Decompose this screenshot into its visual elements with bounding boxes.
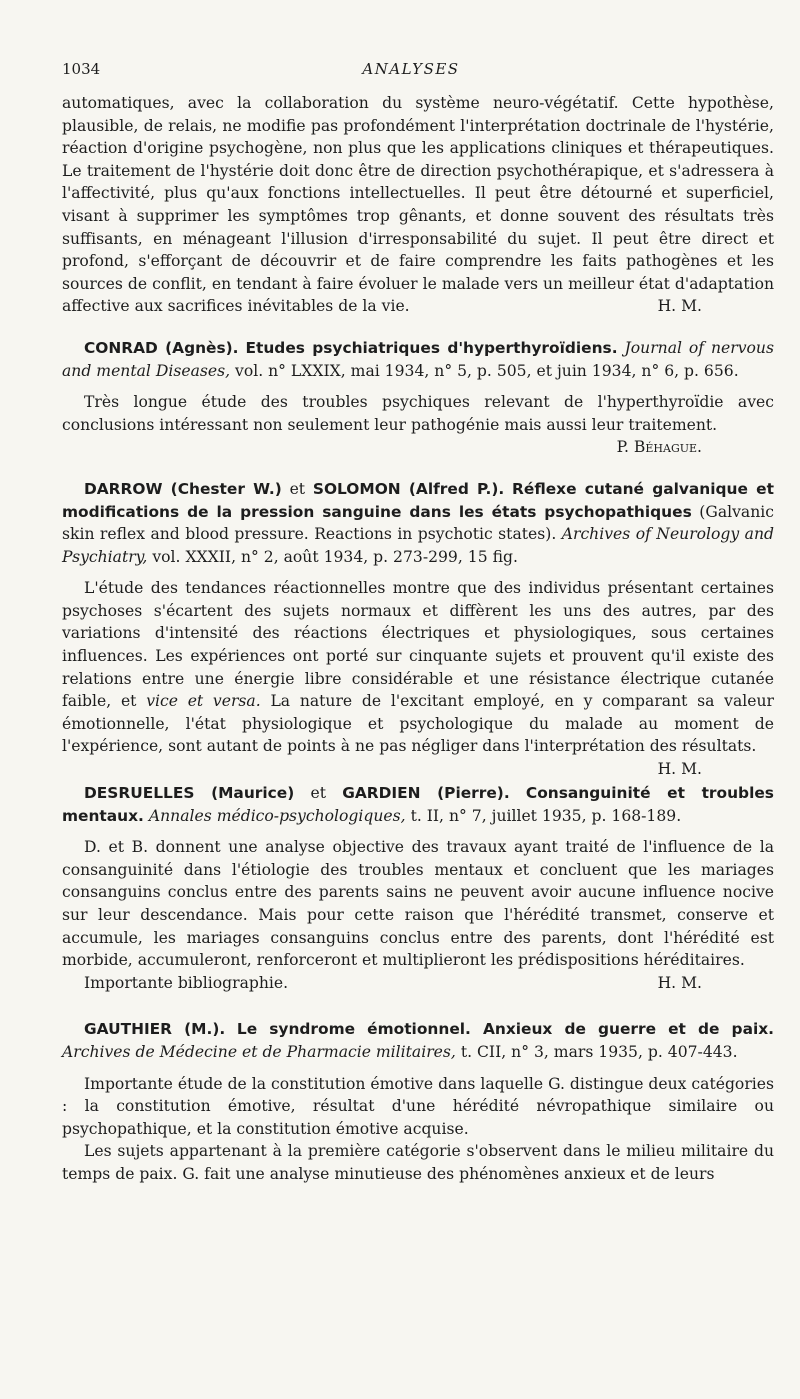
entry-and-word: et xyxy=(310,784,326,803)
entry-heading xyxy=(62,1018,774,1063)
entry-title: Consanguinité et troubles mentaux. xyxy=(62,784,774,825)
entry-author-first: DESRUELLES (Maurice) xyxy=(84,784,295,803)
entry-title: Etudes psychiatriques d'hyperthyroïdiens. xyxy=(245,338,618,357)
entry-heading xyxy=(62,337,774,382)
entry-source-journal: Annales médico-psychologiques, xyxy=(148,806,406,825)
entry-desruelles xyxy=(62,782,774,994)
entry-heading xyxy=(62,782,774,827)
entry-signature: H. M. xyxy=(657,760,702,779)
entry-paragraph-part-a: L'étude des tendances réactionnelles montre que des individus présentant certaines psychoses s'écartent des sujets normaux et diffèrent les uns des autres, par des variations d'intensité des réactions électriques et physiologiques, sous certaines influences. Les expériences ont porté sur cinquante sujets et prouvent qu'il existe des relations entre une énergie libre considérable et une résistance électrique cutanée faible, et xyxy=(62,579,774,711)
running-title: ANALYSES xyxy=(362,60,460,78)
entry-source-details: t. CII, n° 3, mars 1935, p. 407-443. xyxy=(460,1042,738,1061)
intro-signature: H. M. xyxy=(657,297,702,316)
entry-paragraph-part-b: La nature de l'excitant employé, en y comparant sa valeur émotionnelle, l'état physiologique et psychologique du malade au moment de l'expérience, sont autant de points à ne pas négliger dans l'interprétation des résultats. xyxy=(62,692,774,756)
entry-title: Le syndrome émotionnel. Anxieux de guerre et de paix. xyxy=(236,1020,774,1039)
entry-heading xyxy=(62,478,774,568)
entry-authors: GAUTHIER (M.). xyxy=(84,1020,226,1039)
page-number: 1034 xyxy=(62,60,101,78)
entry-gauthier xyxy=(62,1018,774,1185)
entry-author-first: DARROW (Chester W.) xyxy=(84,479,282,498)
vice-versa-term: vice et versa. xyxy=(146,692,261,711)
entry-darrow xyxy=(62,478,774,779)
entry-author-second: GARDIEN (Pierre). xyxy=(342,784,510,803)
entry-title: Réflexe cutané galvanique et modifications de la pression sanguine dans les états psychopathiques xyxy=(62,479,774,521)
entry-author-second: SOLOMON (Alfred P.). xyxy=(312,479,505,498)
entry-source-details: t. II, n° 7, juillet 1935, p. 168-189. xyxy=(410,806,682,825)
entry-source-details: vol. XXXII, n° 2, août 1934, p. 273-299, 15 fig. xyxy=(152,547,518,566)
entry-title-translation: (Galvanic skin reflex and blood pressure. Reactions in psychotic states). xyxy=(62,502,774,544)
entry-authors: CONRAD (Agnès). xyxy=(84,338,239,357)
intro-paragraph xyxy=(62,92,774,318)
entry-paragraph: Importante étude de la constitution émotive dans laquelle G. distingue deux catégories : la constitution émotive, résultat d'une hérédité névropathique similaire ou psychopathique, et la constitution émotive acquise. xyxy=(62,1074,774,1138)
entry-source-journal: Archives of Neurology and Psychiatry, xyxy=(62,525,774,566)
bibliography-note: Importante bibliographie. xyxy=(84,973,289,992)
entry-and-word: et xyxy=(289,479,306,498)
entry-paragraph: D. et B. donnent une analyse objective des travaux ayant traité de l'influence de la consanguinité dans l'étiologie des troubles mentaux et concluent que les mariages consanguins conclus entre des parents sains ne peuvent avoir aucune influence nocive sur leur descendance. Mais pour cette raison que l'hérédité transmet, conserve et accumule, les mariages consanguins conclus entre des parents, dont l'hérédité est morbide, accumuleront, renforceront et multiplieront les prédispositions héréditaires. xyxy=(62,838,774,970)
intro-text: automatiques, avec la collaboration du système neuro-végétatif. Cette hypothèse, plausible, de relais, ne modifie pas profondément l'interprétation doctrinale de l'hystérie, réaction d'origine psychogène, non plus que les applications cliniques et thérapeutiques. Le traitement de l'hystérie doit donc être de direction psychothérapique, et s'adressera à l'affectivité, plus qu'aux fonctions intellectuelles. Il peut être détourné et superficiel, visant à supprimer les symptômes trop gênants, et donne souvent des résultats très suffisants, en ménageant l'illusion d'irresponsabilité du sujet. Il peut être direct et profond, s'efforçant de découvrir et de faire comprendre les faits pathogènes et les sources de conflit, en tendant à faire évoluer le malade vers un meilleur état d'adaptation affective aux sacrifices inévitables de la vie. xyxy=(62,94,774,316)
entry-conrad xyxy=(62,337,774,459)
entry-signature: H. M. xyxy=(657,973,702,992)
page-header xyxy=(62,60,760,84)
entry-signature: P. Béhague. xyxy=(616,438,702,457)
entry-paragraph: Les sujets appartenant à la première catégorie s'observent dans le milieu militaire du temps de paix. G. fait une analyse minutieuse des phénomènes anxieux et de leurs xyxy=(62,1142,774,1183)
entry-source-details: vol. n° LXXIX, mai 1934, n° 5, p. 505, et juin 1934, n° 6, p. 656. xyxy=(235,361,739,380)
page-body xyxy=(62,92,774,1186)
entry-paragraph xyxy=(62,577,774,779)
entry-source-journal: Archives de Médecine et de Pharmacie militaires, xyxy=(62,1042,456,1061)
entry-paragraph-bibliography xyxy=(62,972,774,995)
entry-paragraph: Très longue étude des troubles psychiques relevant de l'hyperthyroïdie avec conclusions intéressant non seulement leur pathogénie mais aussi leur traitement. xyxy=(62,393,774,434)
entry-source-journal: Journal of nervous and mental Diseases, xyxy=(62,338,774,380)
